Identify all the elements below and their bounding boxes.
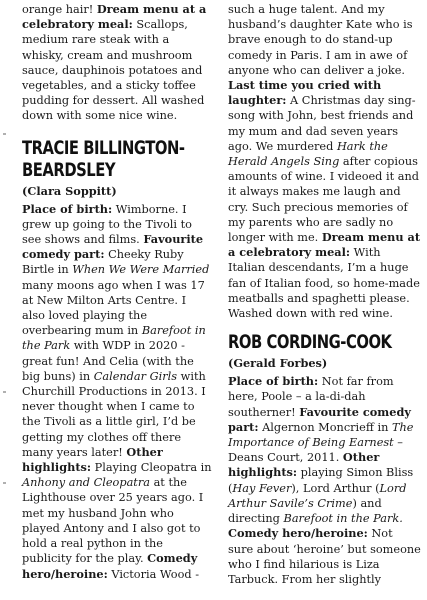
bold-label: Place of birth: bbox=[228, 374, 319, 389]
text-run: with Churchill Productions in 2013. I never thought when I came to the Tivoli as a little girl, I’d be getting my clothes off there many years later! bbox=[22, 369, 206, 459]
text-run: With Italian descendants, I’m a huge fan of Italian food, so home-made meatballs and spaghetti please. Washed down with red wine. bbox=[228, 246, 420, 321]
italic-title: Anhony and Cleopatra bbox=[22, 476, 150, 490]
italic-title: Lord Arthur Savile’s Crime bbox=[228, 481, 407, 510]
character-role: (Gerald Forbes) bbox=[228, 356, 328, 371]
text-run: ) and directing bbox=[228, 496, 382, 526]
bold-label: Comedy hero/heroine: bbox=[228, 526, 368, 541]
margin-mark bbox=[3, 391, 6, 393]
section-heading: ROB CORDING-COOK bbox=[228, 332, 392, 354]
bold-label: Last time you cried with laughter: bbox=[228, 78, 382, 108]
bold-label: Favourite comedy part: bbox=[22, 232, 204, 262]
italic-title: Barefoot in the Park. bbox=[283, 512, 403, 526]
italic-title: Barefoot in the Park bbox=[22, 324, 206, 353]
text-run: with WDP in 2020 - great fun! And Celia (with the big buns) in bbox=[22, 339, 194, 383]
left-column bbox=[22, 2, 212, 582]
text-run: after copious amounts of wine. I videoed it and it always makes me laugh and cry. Such precious memories of my parents who are sadly no longer with me. bbox=[228, 155, 419, 245]
bold-label: Place of birth: bbox=[22, 201, 113, 216]
text-run: – Deans Court, 2011. bbox=[228, 436, 403, 465]
text-run: Scallops, medium rare steak with a whisky, cream and mushroom sauce, dauphinois potatoes and vegetables, and a sticky toffee pudding for dessert. All washed down with some nice wine. bbox=[22, 18, 205, 123]
text-run: orange hair! bbox=[22, 3, 97, 16]
article-paragraph bbox=[22, 2, 212, 124]
bold-label: Comedy hero/heroine: bbox=[22, 551, 198, 581]
italic-title: Calendar Girls bbox=[93, 369, 178, 383]
text-run: Cheeky Ruby Birtle in bbox=[22, 248, 184, 277]
text-run: playing Simon Bliss ( bbox=[228, 466, 414, 495]
italic-title: Hay Fever bbox=[232, 481, 292, 495]
italic-title: When We Were Married bbox=[72, 263, 210, 277]
text-run: Not far from here, Poole – a la-di-dah southerner! bbox=[228, 375, 394, 419]
text-run: Wimborne. I grew up going to the Tivoli to see shows and films. bbox=[22, 202, 192, 247]
article-paragraph bbox=[228, 2, 421, 321]
text-run: many moons ago when I was 17 at New Milton Arts Centre. I also loved playing the overbearing mum in bbox=[22, 278, 205, 338]
text-run: such a huge talent. And my husband’s daughter Kate who is brave enough to do stand-up comedy in Paris. I am in awe of anyone who can deliver a joke. bbox=[228, 3, 413, 77]
text-run: Algernon Moncrieff in bbox=[258, 420, 392, 434]
bold-label: Other highlights: bbox=[228, 450, 380, 480]
italic-title: Hark the Herald Angels Sing bbox=[228, 139, 388, 169]
character-role: (Clara Soppitt) bbox=[22, 183, 117, 198]
text-run: Not sure about ‘heroine’ but someone who I find hilarious is Liza Tarbuck. From her slightly bbox=[228, 527, 421, 586]
section-heading: TRACIE BILLINGTON-BEARDSLEY bbox=[22, 137, 185, 181]
text-run: Victoria Wood - bbox=[107, 567, 200, 581]
article-paragraph bbox=[228, 374, 421, 587]
bold-label: Dream menu at a celebratory meal: bbox=[228, 230, 421, 260]
margin-mark bbox=[3, 482, 6, 484]
right-column bbox=[228, 2, 421, 587]
text-run: at the Lighthouse over 25 years ago. I met my husband John who played Antony and I also got to hold a real python in the publicity for the play. bbox=[22, 476, 204, 566]
text-run: A Christmas day sing-song with John, best friends and my mum and dad seven years ago. We murdered bbox=[228, 94, 416, 153]
italic-title: The Importance of Being Earnest bbox=[228, 420, 414, 450]
article-paragraph bbox=[22, 202, 212, 582]
bold-label: Dream menu at a celebratory meal: bbox=[22, 2, 207, 32]
text-run: Playing Cleopatra in bbox=[91, 461, 212, 475]
bold-label: Favourite comedy part: bbox=[228, 404, 411, 434]
bold-label: Other highlights: bbox=[22, 444, 163, 475]
margin-mark bbox=[3, 133, 6, 135]
text-run: ), Lord Arthur ( bbox=[291, 481, 380, 495]
